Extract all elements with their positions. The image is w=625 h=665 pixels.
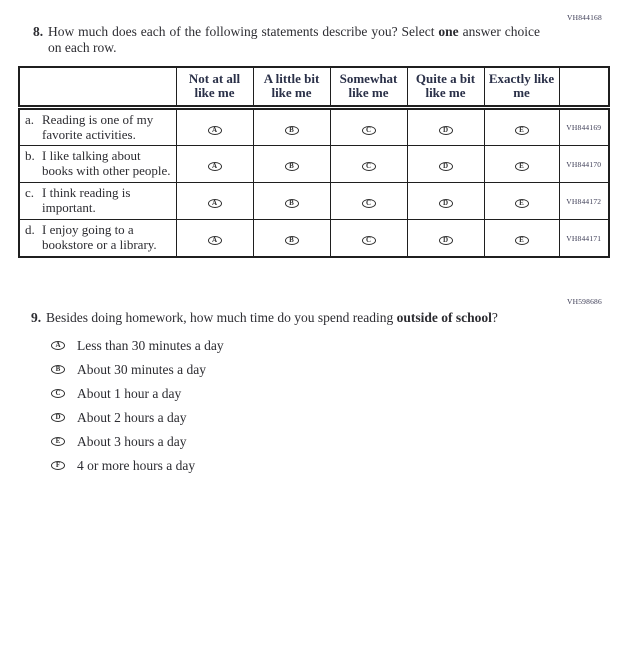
statement-d-text: I enjoy going to a bookstore or a library.: [42, 222, 157, 253]
q8-b-bubble-D[interactable]: [439, 162, 453, 171]
q9-bubble-C[interactable]: [51, 389, 65, 398]
q8-a-bubble-B-letter: B: [289, 125, 294, 134]
q9-choice-row-A: [51, 338, 224, 353]
statement-b-letter: b.: [25, 148, 35, 164]
statement-a-letter: a.: [25, 111, 35, 127]
q9-bubble-F[interactable]: [51, 461, 65, 470]
q8-a-bubble-D[interactable]: [439, 126, 453, 135]
q9-bubble-B-letter: B: [55, 365, 61, 373]
q8-b-bubble-C-letter: C: [365, 162, 372, 171]
q8-response-matrix: [18, 66, 610, 258]
q9-bubble-A[interactable]: [51, 341, 65, 350]
q9-bubble-F-letter: F: [55, 461, 61, 469]
q9-choice-label-E: About 3 hours a day: [77, 433, 187, 449]
q9-choice-row-E: [51, 434, 224, 449]
question-9-number: 9.: [31, 310, 42, 325]
statement-a-text: Reading is one of my favorite activities.: [42, 111, 154, 142]
q8-a-bubble-A-letter: A: [211, 125, 218, 134]
matrix-header-quite-a-bit: Quite a bit like me: [407, 67, 484, 107]
statement-d-letter: d.: [25, 222, 35, 238]
q9-choice-label-C: About 1 hour a day: [77, 385, 182, 401]
q9-choice-row-C: [51, 386, 224, 401]
q8-d-bubble-E-letter: E: [519, 236, 524, 245]
q8-c-bubble-E[interactable]: [515, 199, 529, 208]
matrix-row-b: [19, 146, 609, 183]
q8-d-bubble-B-letter: B: [289, 236, 294, 245]
q9-bubble-D-letter: D: [55, 413, 61, 421]
item-code-q8a: VH844169: [559, 107, 609, 146]
question-8-number: 8.: [33, 24, 44, 39]
q8-a-bubble-A[interactable]: [208, 126, 222, 135]
question-8: [33, 24, 543, 57]
q9-choice-label-D: About 2 hours a day: [77, 409, 187, 425]
question-8-text-prefix: How much does each of the following statements describe you? Select: [48, 24, 439, 39]
q8-d-bubble-D[interactable]: [439, 236, 453, 245]
question-8-text: [48, 24, 540, 57]
matrix-header-code-col: [559, 67, 609, 107]
matrix-row-c: [19, 183, 609, 220]
q8-c-bubble-E-letter: E: [519, 199, 524, 208]
q8-b-bubble-E[interactable]: [515, 162, 529, 171]
statement-a: [19, 107, 176, 146]
statement-b: [19, 146, 176, 183]
q9-choice-row-D: [51, 410, 224, 425]
matrix-row-a: [19, 107, 609, 146]
statement-c-letter: c.: [25, 185, 35, 201]
q9-choice-row-B: [51, 362, 224, 377]
q8-a-bubble-B[interactable]: [285, 126, 299, 135]
q9-bubble-D[interactable]: [51, 413, 65, 422]
matrix-header-a-little-bit: A little bit like me: [253, 67, 330, 107]
q8-a-bubble-C[interactable]: [362, 126, 376, 135]
q8-a-bubble-E-letter: E: [519, 125, 524, 134]
q8-a-bubble-D-letter: D: [442, 125, 449, 134]
q8-b-bubble-A[interactable]: [208, 162, 222, 171]
q9-choice-label-F: 4 or more hours a day: [77, 457, 196, 473]
q8-c-bubble-A[interactable]: [208, 199, 222, 208]
matrix-header-exactly-like: Exactly like me: [484, 67, 559, 107]
q8-c-bubble-A-letter: A: [211, 199, 218, 208]
q8-b-bubble-D-letter: D: [442, 162, 449, 171]
question-8-text-bold: one: [438, 24, 459, 39]
q9-bubble-E[interactable]: [51, 437, 65, 446]
q9-bubble-B[interactable]: [51, 365, 65, 374]
statement-c: [19, 183, 176, 220]
q9-bubble-E-letter: E: [55, 437, 61, 445]
q8-d-bubble-C-letter: C: [365, 236, 372, 245]
item-code-q9: VH598686: [567, 297, 602, 306]
q8-c-bubble-C-letter: C: [365, 199, 372, 208]
q8-b-bubble-B[interactable]: [285, 162, 299, 171]
q9-bubble-C-letter: C: [55, 389, 61, 397]
q8-c-bubble-D[interactable]: [439, 199, 453, 208]
question-9-text-suffix: ?: [491, 310, 498, 325]
question-9-text-bold: outside of school: [396, 310, 492, 325]
q8-d-bubble-A[interactable]: [208, 236, 222, 245]
q8-d-bubble-A-letter: A: [211, 236, 218, 245]
statement-c-text: I think reading is important.: [42, 185, 131, 216]
q8-d-bubble-B[interactable]: [285, 236, 299, 245]
statement-b-text: I like talking about books with other people.: [42, 148, 171, 179]
matrix-header-not-at-all: Not at all like me: [176, 67, 253, 107]
matrix-header-empty: [19, 67, 176, 107]
q8-b-bubble-C[interactable]: [362, 162, 376, 171]
q8-d-bubble-D-letter: D: [442, 236, 449, 245]
q8-d-bubble-C[interactable]: [362, 236, 376, 245]
q8-a-bubble-C-letter: C: [365, 125, 372, 134]
q8-b-bubble-A-letter: A: [211, 162, 218, 171]
q8-c-bubble-D-letter: D: [442, 199, 449, 208]
q8-c-bubble-B-letter: B: [289, 199, 294, 208]
q8-a-bubble-E[interactable]: [515, 126, 529, 135]
question-9-text: [46, 310, 601, 326]
matrix-header-row: [19, 67, 609, 107]
question-8-text-suffix: answer choice on each row.: [48, 24, 540, 56]
item-code-q8: VH844168: [567, 13, 602, 22]
q9-choice-row-F: [51, 458, 224, 473]
q8-d-bubble-E[interactable]: [515, 236, 529, 245]
q9-choice-label-B: About 30 minutes a day: [77, 361, 206, 377]
question-9-text-prefix: Besides doing homework, how much time do you spend reading: [46, 310, 397, 325]
q8-b-bubble-B-letter: B: [289, 162, 294, 171]
q9-choice-label-A: Less than 30 minutes a day: [77, 337, 224, 353]
q9-bubble-A-letter: A: [55, 341, 61, 349]
q8-c-bubble-C[interactable]: [362, 199, 376, 208]
statement-d: [19, 220, 176, 257]
item-code-q8c: VH844172: [559, 183, 609, 220]
q8-b-bubble-E-letter: E: [519, 162, 524, 171]
q8-c-bubble-B[interactable]: [285, 199, 299, 208]
q9-choice-list: [51, 338, 224, 482]
matrix-header-somewhat: Somewhat like me: [330, 67, 407, 107]
item-code-q8d: VH844171: [559, 220, 609, 257]
item-code-q8b: VH844170: [559, 146, 609, 183]
question-9: [31, 310, 601, 326]
matrix-row-d: [19, 220, 609, 257]
